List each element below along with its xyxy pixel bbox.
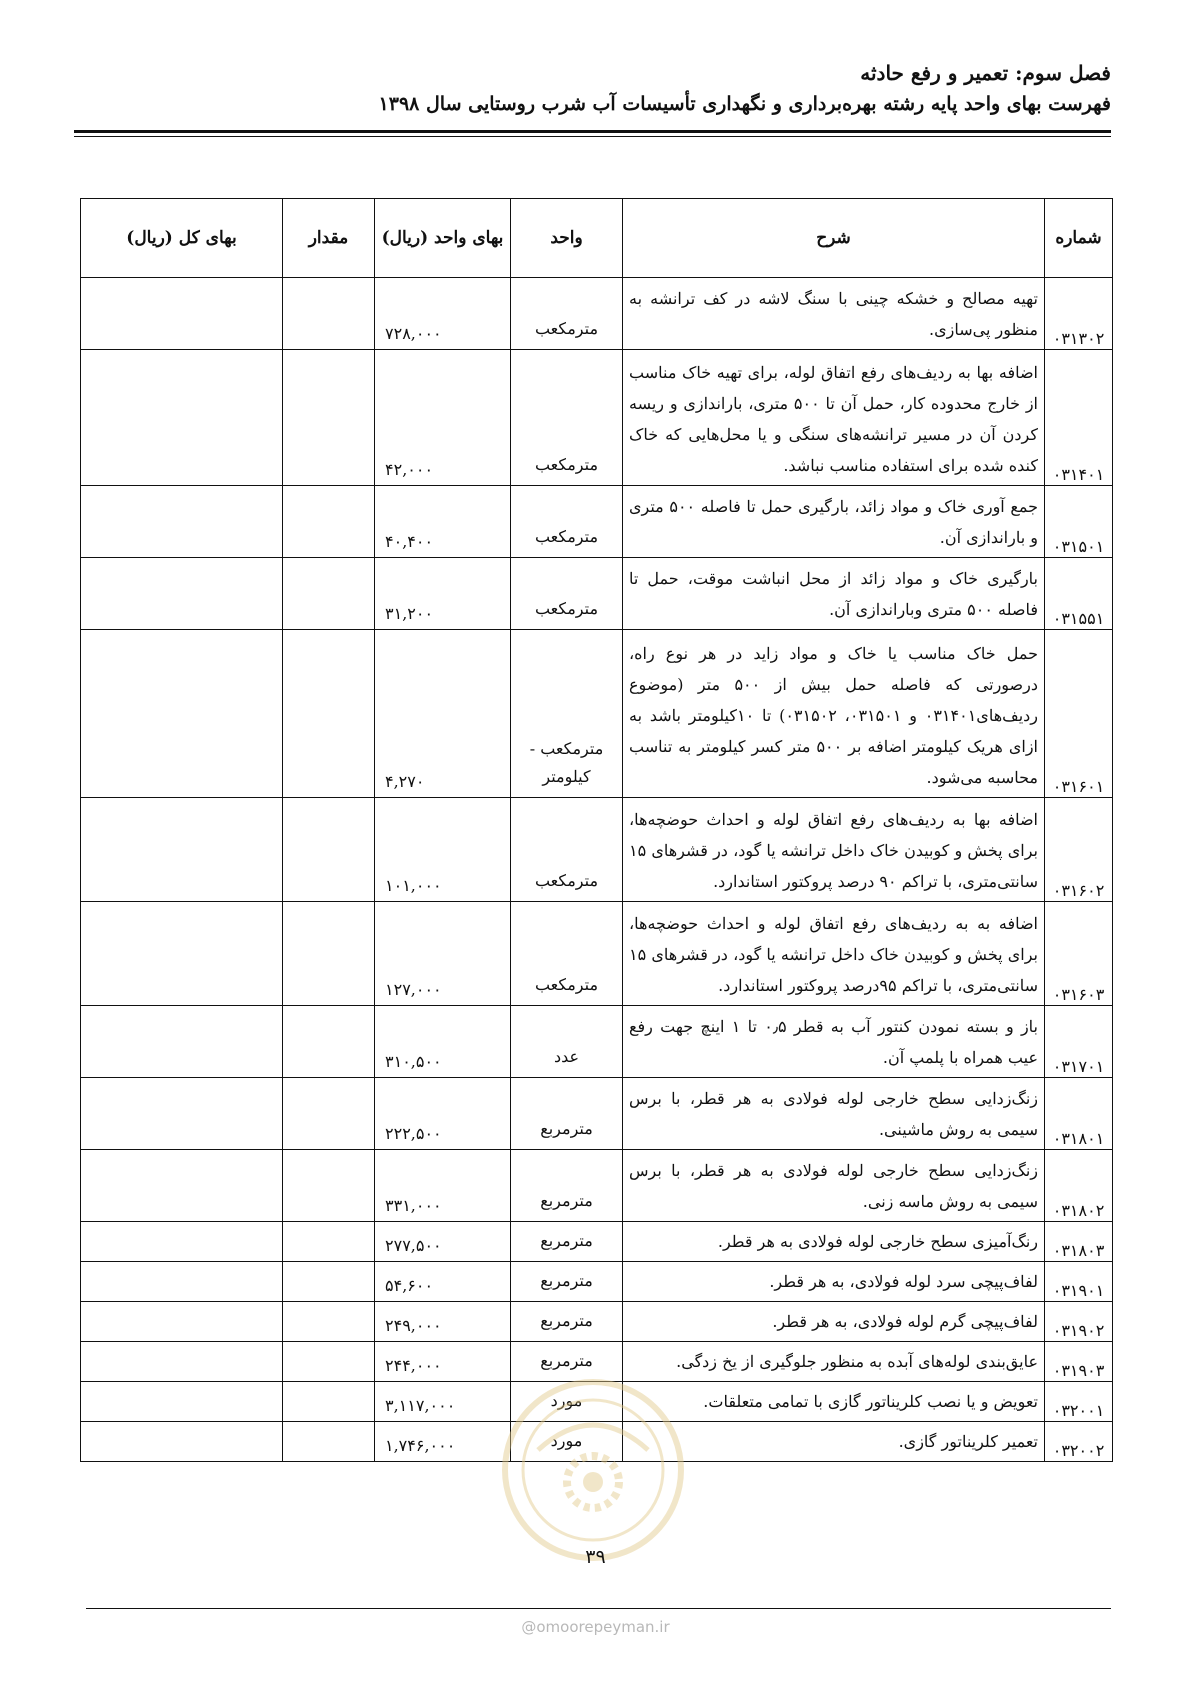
row-description: تعویض و یا نصب کلریناتور گازی با تمامی متعلقات.: [623, 1382, 1045, 1422]
table-row: [81, 1150, 1113, 1222]
row-total-price[interactable]: [81, 1262, 283, 1302]
row-quantity[interactable]: [283, 1302, 375, 1342]
row-total-price[interactable]: [81, 1422, 283, 1462]
row-unit: مترمربع: [511, 1078, 623, 1150]
row-code: ۰۳۲۰۰۱: [1045, 1382, 1113, 1422]
row-unit-price: ۷۲۸,۰۰۰: [375, 278, 511, 350]
row-total-price[interactable]: [81, 902, 283, 1006]
row-unit: مترمربع: [511, 1150, 623, 1222]
row-code: ۰۳۱۸۰۱: [1045, 1078, 1113, 1150]
row-code: ۰۳۱۵۰۱: [1045, 486, 1113, 558]
row-code: ۰۳۱۷۰۱: [1045, 1006, 1113, 1078]
row-description: رنگ‌آمیزی سطح خارجی لوله فولادی به هر قطر.: [623, 1222, 1045, 1262]
price-table: [80, 198, 1113, 1462]
row-quantity[interactable]: [283, 902, 375, 1006]
table-row: [81, 630, 1113, 798]
row-description: حمل خاک مناسب یا خاک و مواد زاید در هر نوع راه، درصورتی که فاصله حمل بیش از ۵۰۰ متر (موضوع ردیف‌های۰۳۱۴۰۱ و ۰۳۱۵۰۱، ۰۳۱۵۰۲) تا ۱۰کیلومتر باشد به ازای هریک کیلومتر اضافه بر ۵۰۰ متر کسر کیلومتر به تناسب محاسبه می‌شود.: [623, 630, 1045, 798]
row-code: ۰۳۱۹۰۱: [1045, 1262, 1113, 1302]
row-description: زنگ‌زدایی سطح خارجی لوله فولادی به هر قطر، با برس سیمی به روش ماسه زنی.: [623, 1150, 1045, 1222]
row-unit: مورد: [511, 1422, 623, 1462]
row-unit-price: ۵۴,۶۰۰: [375, 1262, 511, 1302]
row-unit: مترمکعب - کیلومتر: [511, 630, 623, 798]
row-unit-price: ۱۰۱,۰۰۰: [375, 798, 511, 902]
row-description: عایق‌بندی لوله‌های آبده به منظور جلوگیری از یخ زدگی.: [623, 1342, 1045, 1382]
table-row: [81, 1006, 1113, 1078]
watermark-handle: @omoorepeyman.ir: [521, 1618, 670, 1636]
document-subtitle: فهرست بهای واحد پایه رشته بهره‌برداری و نگهداری تأسیسات آب شرب روستایی سال ۱۳۹۸: [378, 93, 1111, 115]
table-row: [81, 558, 1113, 630]
row-code: ۰۳۱۹۰۳: [1045, 1342, 1113, 1382]
row-quantity[interactable]: [283, 1150, 375, 1222]
table-row: [81, 1302, 1113, 1342]
row-unit: مترمکعب: [511, 486, 623, 558]
row-quantity[interactable]: [283, 1422, 375, 1462]
row-code: ۰۳۱۶۰۳: [1045, 902, 1113, 1006]
row-quantity[interactable]: [283, 350, 375, 486]
row-total-price[interactable]: [81, 486, 283, 558]
row-unit-price: ۱۲۷,۰۰۰: [375, 902, 511, 1006]
row-description: اضافه بها به ردیف‌های رفع اتفاق لوله، برای تهیه خاک مناسب از خارج محدوده کار، حمل آن تا ۵۰۰ متری، باراندازی و ریسه کردن آن در مسیر ترانشه‌های سنگی و یا محل‌هایی که خاک کنده شده برای استفاده مناسب نباشد.: [623, 350, 1045, 486]
row-code: ۰۳۱۹۰۲: [1045, 1302, 1113, 1342]
row-description: بارگیری خاک و مواد زائد از محل انباشت موقت، حمل تا فاصله ۵۰۰ متری وباراندازی آن.: [623, 558, 1045, 630]
row-unit: عدد: [511, 1006, 623, 1078]
table-row: [81, 1262, 1113, 1302]
header-unit-price: بهای واحد (ریال): [375, 199, 511, 278]
table-row: [81, 902, 1113, 1006]
row-total-price[interactable]: [81, 350, 283, 486]
row-unit-price: ۱,۷۴۶,۰۰۰: [375, 1422, 511, 1462]
row-unit: مورد: [511, 1382, 623, 1422]
row-unit: مترمربع: [511, 1262, 623, 1302]
footer-divider: [86, 1608, 1111, 1609]
row-unit-price: ۴۰,۴۰۰: [375, 486, 511, 558]
row-unit-price: ۲۴۹,۰۰۰: [375, 1302, 511, 1342]
row-total-price[interactable]: [81, 1382, 283, 1422]
table-row: [81, 1422, 1113, 1462]
row-quantity[interactable]: [283, 1382, 375, 1422]
table-row: [81, 1222, 1113, 1262]
row-description: جمع آوری خاک و مواد زائد، بارگیری حمل تا فاصله ۵۰۰ متری و باراندازی آن.: [623, 486, 1045, 558]
row-unit-price: ۳,۱۱۷,۰۰۰: [375, 1382, 511, 1422]
row-total-price[interactable]: [81, 1342, 283, 1382]
row-quantity[interactable]: [283, 486, 375, 558]
row-unit: مترمربع: [511, 1302, 623, 1342]
header-code: شماره: [1045, 199, 1113, 278]
row-quantity[interactable]: [283, 278, 375, 350]
header-description: شرح: [623, 199, 1045, 278]
row-code: ۰۳۱۶۰۲: [1045, 798, 1113, 902]
row-unit-price: ۲۷۷,۵۰۰: [375, 1222, 511, 1262]
header-unit: واحد: [511, 199, 623, 278]
row-total-price[interactable]: [81, 1006, 283, 1078]
table-row: [81, 798, 1113, 902]
row-unit: مترمکعب: [511, 558, 623, 630]
row-unit-price: ۲۴۴,۰۰۰: [375, 1342, 511, 1382]
table-header-row: [81, 199, 1113, 278]
row-total-price[interactable]: [81, 1078, 283, 1150]
table-row: [81, 278, 1113, 350]
row-description: تهیه مصالح و خشکه چینی با سنگ لاشه در کف ترانشه به منظور پی‌سازی.: [623, 278, 1045, 350]
row-quantity[interactable]: [283, 1222, 375, 1262]
table-row: [81, 1342, 1113, 1382]
row-unit: مترمکعب: [511, 350, 623, 486]
row-description: تعمیر کلریناتور گازی.: [623, 1422, 1045, 1462]
row-code: ۰۳۱۸۰۳: [1045, 1222, 1113, 1262]
table-row: [81, 486, 1113, 558]
row-unit: مترمربع: [511, 1342, 623, 1382]
row-code: ۰۳۱۳۰۲: [1045, 278, 1113, 350]
row-total-price[interactable]: [81, 278, 283, 350]
row-unit: مترمکعب: [511, 798, 623, 902]
row-description: لفاف‌پیچی گرم لوله فولادی، به هر قطر.: [623, 1302, 1045, 1342]
header-total-price: بهای کل (ریال): [81, 199, 283, 278]
row-code: ۰۳۱۴۰۱: [1045, 350, 1113, 486]
row-code: ۰۳۱۶۰۱: [1045, 630, 1113, 798]
row-total-price[interactable]: [81, 558, 283, 630]
row-quantity[interactable]: [283, 798, 375, 902]
row-quantity[interactable]: [283, 558, 375, 630]
row-code: ۰۳۱۵۵۱: [1045, 558, 1113, 630]
page-number: ۳۹: [585, 1546, 606, 1568]
row-quantity[interactable]: [283, 1262, 375, 1302]
row-description: باز و بسته نمودن کنتور آب به قطر ۰٫۵ تا ۱ اینچ جهت رفع عیب همراه با پلمپ آن.: [623, 1006, 1045, 1078]
header-divider: [74, 130, 1111, 137]
table-row: [81, 1382, 1113, 1422]
row-total-price[interactable]: [81, 1150, 283, 1222]
page-header: [74, 58, 1111, 120]
row-total-price[interactable]: [81, 1222, 283, 1262]
row-quantity[interactable]: [283, 1342, 375, 1382]
row-total-price[interactable]: [81, 798, 283, 902]
row-total-price[interactable]: [81, 630, 283, 798]
header-quantity: مقدار: [283, 199, 375, 278]
row-description: لفاف‌پیچی سرد لوله فولادی، به هر قطر.: [623, 1262, 1045, 1302]
row-description: زنگ‌زدایی سطح خارجی لوله فولادی به هر قطر، با برس سیمی به روش ماشینی.: [623, 1078, 1045, 1150]
row-unit-price: ۲۲۲,۵۰۰: [375, 1078, 511, 1150]
row-quantity[interactable]: [283, 1078, 375, 1150]
row-unit-price: ۴۲,۰۰۰: [375, 350, 511, 486]
row-unit-price: ۴,۲۷۰: [375, 630, 511, 798]
row-quantity[interactable]: [283, 630, 375, 798]
chapter-title: فصل سوم: تعمیر و رفع حادثه: [860, 61, 1111, 85]
row-unit-price: ۳۱۰,۵۰۰: [375, 1006, 511, 1078]
row-unit-price: ۳۳۱,۰۰۰: [375, 1150, 511, 1222]
row-code: ۰۳۲۰۰۲: [1045, 1422, 1113, 1462]
row-unit-price: ۳۱,۲۰۰: [375, 558, 511, 630]
row-code: ۰۳۱۸۰۲: [1045, 1150, 1113, 1222]
table-row: [81, 1078, 1113, 1150]
row-description: اضافه به به ردیف‌های رفع اتفاق لوله و احداث حوضچه‌ها، برای پخش و کوبیدن خاک داخل ترانشه یا گود، در قشرهای ۱۵ سانتی‌متری، با تراکم ۹۵درصد پروکتور استاندارد.: [623, 902, 1045, 1006]
table-row: [81, 350, 1113, 486]
row-unit: مترمکعب: [511, 278, 623, 350]
row-quantity[interactable]: [283, 1006, 375, 1078]
row-unit: مترمربع: [511, 1222, 623, 1262]
row-total-price[interactable]: [81, 1302, 283, 1342]
row-unit: مترمکعب: [511, 902, 623, 1006]
row-description: اضافه بها به ردیف‌های رفع اتفاق لوله و احداث حوضچه‌ها، برای پخش و کوبیدن خاک داخل ترانشه یا گود، در قشرهای ۱۵ سانتی‌متری، با تراکم ۹۰ درصد پروکتور استاندارد.: [623, 798, 1045, 902]
